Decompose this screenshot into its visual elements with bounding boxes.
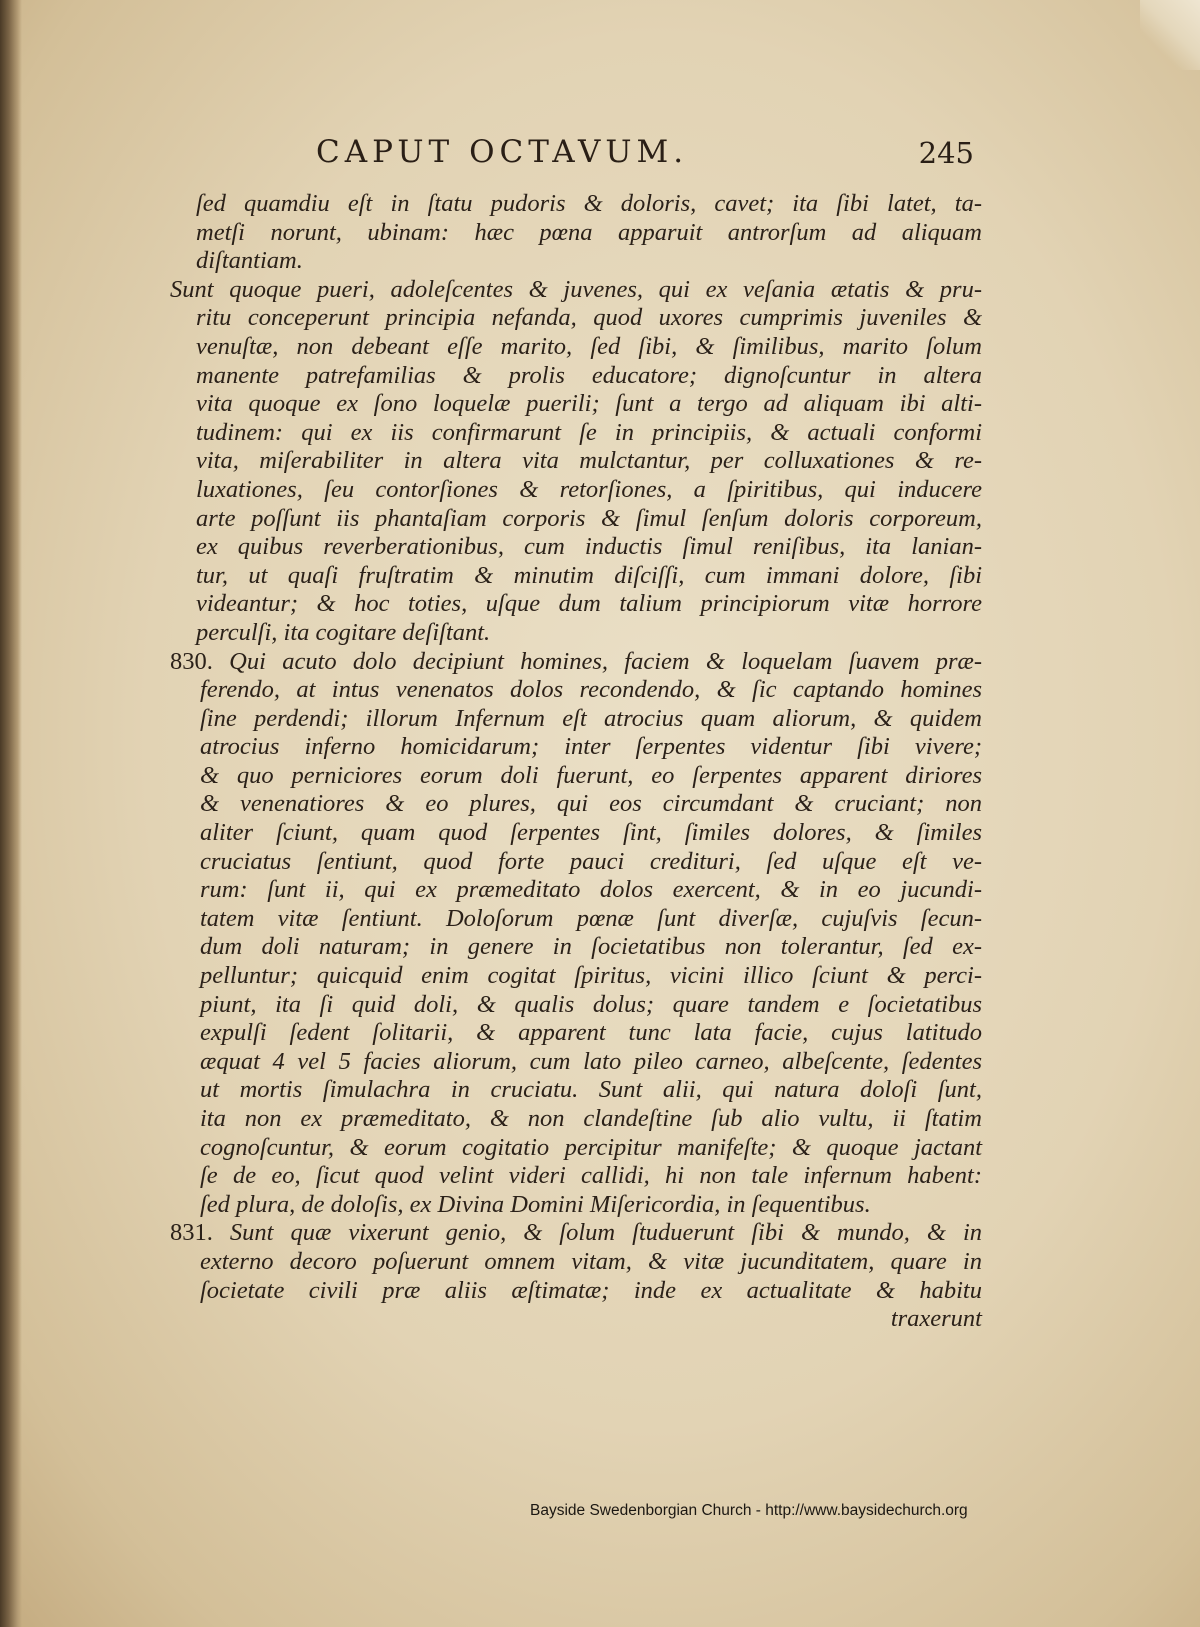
text-line: cognoſcuntur, & eorum cogitatio percipitur manifeſte; & quoque jactant	[200, 1133, 982, 1161]
text-line: & venenatiores & eo plures, qui eos circumdant & cruciant; non	[200, 790, 982, 818]
text-line: luxationes, ſeu contorſiones & retorſiones, a ſpiritibus, qui inducere	[196, 475, 982, 503]
text-line: æquat 4 vel 5 facies aliorum, cum lato pileo carneo, albeſcente, ſedentes	[200, 1047, 982, 1075]
text-line: vita, miſerabiliter in altera vita mulctantur, per colluxationes & re-	[196, 447, 982, 475]
text-line-content: Sunt quæ vixerunt genio, & ſolum ſtuduerunt ſibi & mundo, & in	[229, 1219, 983, 1247]
text-line: & quo perniciores eorum doli fuerunt, eo ſerpentes apparent diriores	[200, 761, 982, 789]
body-text	[170, 190, 982, 1334]
paragraph-number: 831.	[170, 1219, 213, 1247]
text-line	[170, 1219, 982, 1248]
text-line: metſi norunt, ubinam: hæc pœna apparuit antrorſum ad aliquam	[196, 218, 982, 246]
text-line: ſe de eo, ſicut quod velint videri callidi, hi non tale infernum habent:	[200, 1162, 982, 1190]
catchword: traxerunt	[890, 1305, 982, 1333]
folded-corner	[1140, 0, 1200, 70]
text-line: pelluntur; quicquid enim cogitat ſpiritus, vicini illico ſciunt & perci-	[200, 962, 982, 990]
page-number: 245	[918, 136, 974, 170]
paragraph-831	[170, 1219, 982, 1333]
text-line: arte poſſunt iis phantaſiam corporis & ſimul ſenſum doloris corporeum,	[196, 504, 982, 532]
text-line: dum doli naturam; in genere in ſocietatibus non tolerantur, ſed ex-	[200, 933, 982, 961]
paragraph-830	[170, 648, 982, 1220]
paragraph	[170, 276, 982, 648]
paragraph	[170, 190, 982, 276]
running-head: CAPUT OCTAVUM.	[316, 134, 689, 170]
paragraph-number: 830.	[170, 647, 213, 675]
text-line: cruciatus ſentiunt, quod forte pauci credituri, ſed uſque eſt ve-	[200, 847, 982, 875]
text-line: ſine perdendi; illorum Infernum eſt atrocius quam aliorum, & quidem	[200, 704, 982, 732]
text-line	[170, 648, 982, 677]
text-line: tudinem: qui ex iis confirmarunt ſe in principiis, & actuali conformi	[196, 418, 982, 446]
page-gutter-shadow	[0, 0, 22, 1627]
text-line: ex quibus reverberationibus, cum inductis ſimul reniſibus, ita lanian-	[196, 533, 982, 561]
text-line: ferendo, at intus venenatos dolos recondendo, & ſic captando homines	[200, 676, 982, 704]
text-line: expulſi ſedent ſolitarii, & apparent tunc lata facie, cujus latitudo	[200, 1019, 982, 1047]
footer-credit: Bayside Swedenborgian Church - http://www.baysidechurch.org	[530, 1502, 968, 1519]
page-header	[200, 134, 980, 174]
text-line: ſocietate civili præ aliis æſtimatæ; inde ex actualitate & habitu	[200, 1276, 982, 1304]
text-line: venuſtæ, non debeant eſſe marito, ſed ſibi, & ſimilibus, marito ſolum	[196, 332, 982, 360]
text-line: externo decoro poſuerunt omnem vitam, & vitæ jucunditatem, quare in	[200, 1247, 982, 1275]
text-line: manente patrefamilias & prolis educatore; dignoſcuntur in altera	[196, 361, 982, 389]
text-line: videantur; & hoc toties, uſque dum talium principiorum vitæ horrore	[196, 590, 982, 618]
text-line: aliter ſciunt, quam quod ſerpentes ſint, ſimiles dolores, & ſimiles	[200, 819, 982, 847]
text-line: perculſi, ita cogitare deſiſtant.	[196, 618, 491, 646]
text-line: tatem vitæ ſentiunt. Doloſorum pœnæ ſunt diverſæ, cujuſvis ſecun-	[200, 904, 982, 932]
text-line: tur, ut quaſi fruſtratim & minutim diſciſſi, cum immani dolore, ſibi	[196, 561, 982, 589]
text-line: ſed plura, de doloſis, ex Divina Domini Miſericordia, in ſequentibus.	[200, 1190, 871, 1218]
text-line: piunt, ita ſi quid doli, & qualis dolus; quare tandem e ſocietatibus	[200, 990, 982, 1018]
text-line: Sunt quoque pueri, adoleſcentes & juvenes, qui ex veſania ætatis & pru-	[170, 275, 982, 303]
text-line: atrocius inferno homicidarum; inter ſerpentes videntur ſibi vivere;	[200, 733, 982, 761]
text-line: ſed quamdiu eſt in ſtatu pudoris & doloris, cavet; ita ſibi latet, ta-	[196, 190, 982, 217]
text-line: ita non ex præmeditato, & non clandeſtine ſub alio vultu, ii ſtatim	[200, 1105, 982, 1132]
text-line: rum: ſunt ii, qui ex præmeditato dolos exercent, & in eo jucundi-	[200, 876, 982, 904]
text-line: ut mortis ſimulachra in cruciatu. Sunt alii, qui natura doloſi ſunt,	[200, 1076, 982, 1104]
text-line-content: Qui acuto dolo decipiunt homines, faciem & loquelam ſuavem præ-	[229, 647, 982, 675]
text-line: ritu conceperunt principia nefanda, quod uxores cumprimis juveniles &	[196, 304, 982, 332]
text-line: diſtantiam.	[196, 247, 303, 275]
text-line: vita quoque ex ſono loquelæ puerili; ſunt a tergo ad aliquam ibi alti-	[196, 390, 982, 418]
